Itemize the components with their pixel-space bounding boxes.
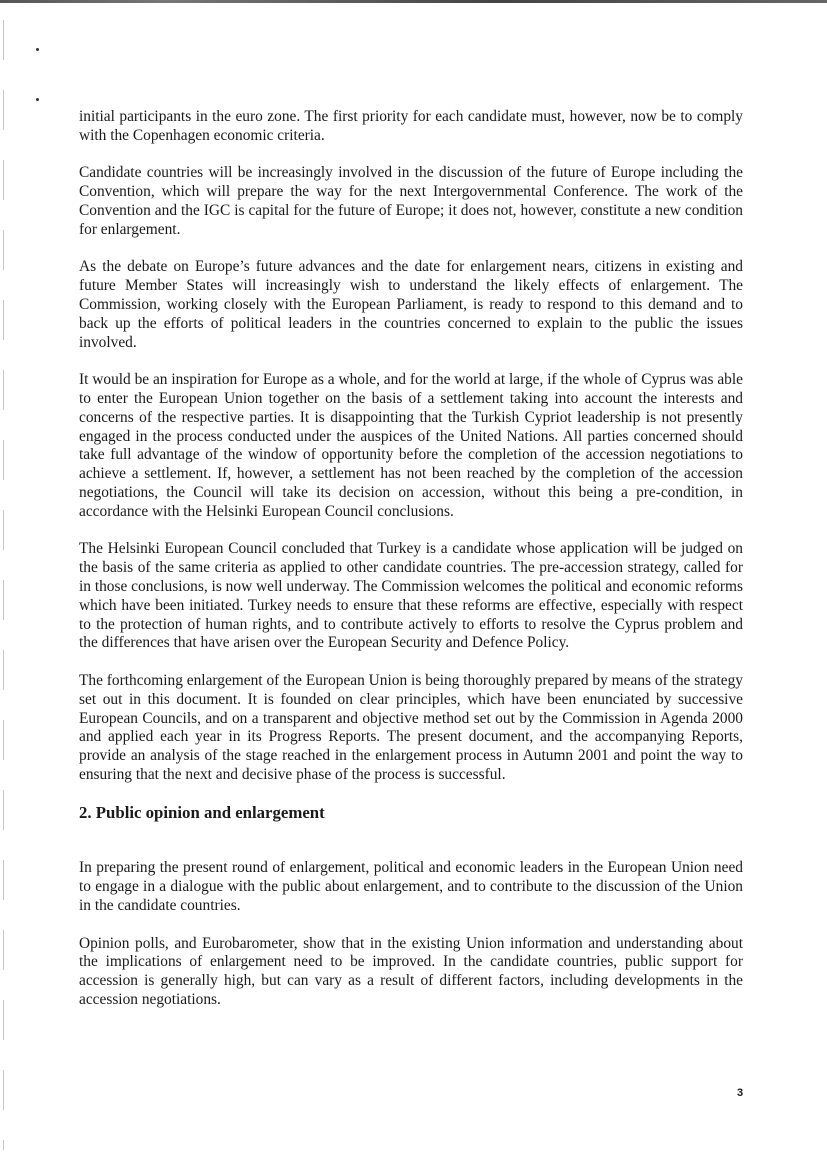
body-paragraph: As the debate on Europe’s future advances and the date for enlargement nears, citizens in existing and future Member States will increasingly wish to understand the likely effects of enlargement. The Commission, working closely with the European Parliament, is ready to respond to this demand and to back up the efforts of political leaders in the countries concerned to explain to the public the issues involved.	[79, 258, 743, 351]
scan-speck	[36, 98, 39, 101]
body-paragraph: initial participants in the euro zone. The first priority for each candidate must, however, now be to comply with the Copenhagen economic criteria.	[79, 108, 743, 144]
body-paragraph: Candidate countries will be increasingly involved in the discussion of the future of Europe including the Convention, which will prepare the way for the next Intergovernmental Conference. The work of the Convention and the IGC is capital for the future of Europe; it does not, however, constitute a new condition for enlargement.	[79, 164, 743, 238]
document-body	[79, 108, 743, 1029]
body-paragraph: It would be an inspiration for Europe as a whole, and for the world at large, if the whole of Cyprus was able to enter the European Union together on the basis of a settlement taking into account the interests and concerns of the respective parties. It is disappointing that the Turkish Cypriot leadership is not presently engaged in the process conducted under the auspices of the United Nations. All parties concerned should take full advantage of the window of opportunity before the completion of the accession negotiations to achieve a settlement. If, however, a settlement has not been reached by the completion of the accession negotiations, the Council will take its decision on accession, without this being a pre-condition, in accordance with the Helsinki European Council conclusions.	[79, 371, 743, 520]
page-number: 3	[737, 1087, 744, 1099]
scan-speck	[36, 48, 39, 51]
body-paragraph: In preparing the present round of enlargement, political and economic leaders in the European Union need to engage in a dialogue with the public about enlargement, and to contribute to the discussion of the Union in the candidate countries.	[79, 859, 743, 915]
body-paragraph: The forthcoming enlargement of the European Union is being thoroughly prepared by means of the strategy set out in this document. It is founded on clear principles, which have been enunciated by successive European Councils, and on a transparent and objective method set out by the Commission in Agenda 2000 and applied each year in its Progress Reports. The present document, and the accompanying Reports, provide an analysis of the stage reached in the enlargement process in Autumn 2001 and point the way to ensuring that the next and decisive phase of the process is successful.	[79, 671, 743, 783]
scan-top-edge	[0, 0, 827, 3]
section-heading: 2. Public opinion and enlargement	[79, 803, 325, 823]
body-paragraph: Opinion polls, and Eurobarometer, show that in the existing Union information and understanding about the implications of enlargement need to be improved. In the candidate countries, public support for accession is generally high, but can vary as a result of different factors, including developments in the accession negotiations.	[79, 934, 743, 1009]
body-paragraph: The Helsinki European Council concluded that Turkey is a candidate whose application will be judged on the basis of the same criteria as applied to other candidate countries. The pre-accession strategy, called for in those conclusions, is now well underway. The Commission welcomes the political and economic reforms which have been initiated. Turkey needs to ensure that these reforms are effective, especially with respect to the protection of human rights, and to contribute actively to efforts to resolve the Cyprus problem and the differences that have arisen over the European Security and Defence Policy.	[79, 540, 743, 652]
scan-left-edge	[3, 20, 4, 1150]
